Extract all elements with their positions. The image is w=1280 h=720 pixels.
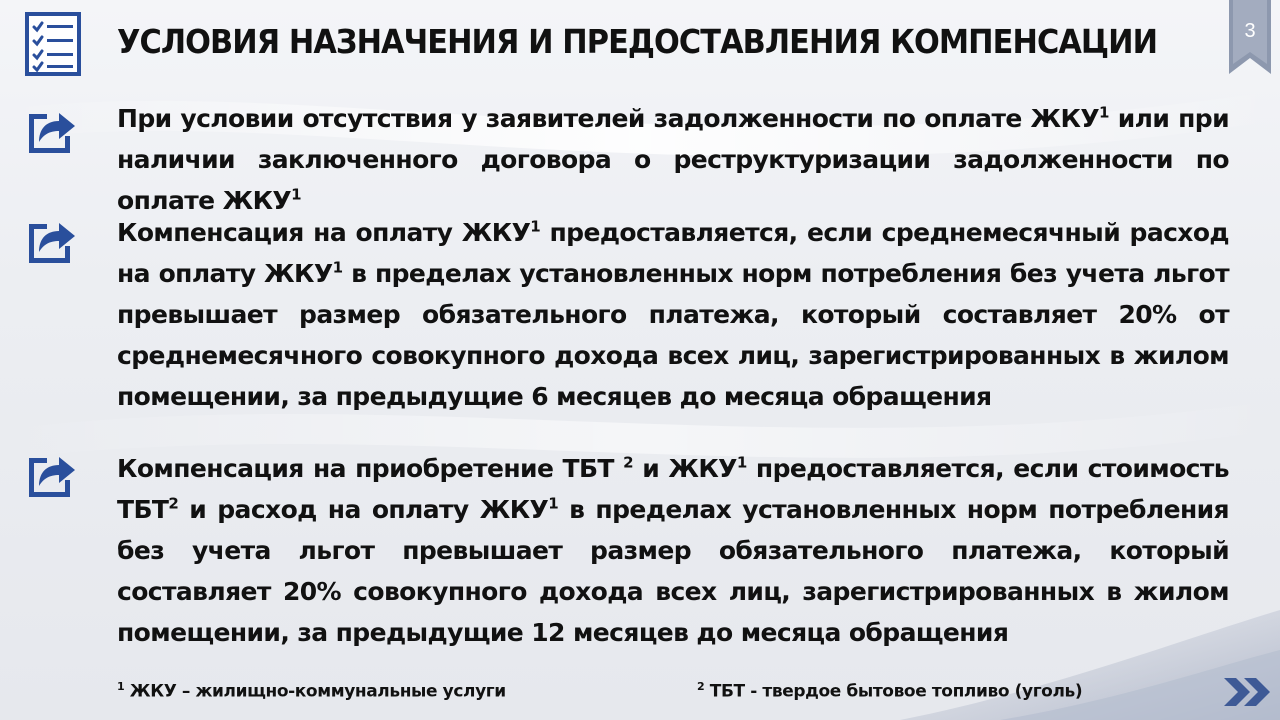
footnote-1: $^1$ ЖКУ – жилищно-коммунальные услуги	[117, 680, 506, 702]
share-arrow-icon	[25, 104, 77, 156]
double-chevron-right-icon[interactable]	[1222, 672, 1274, 712]
slide-title: УСЛОВИЯ НАЗНАЧЕНИЯ И ПРЕДОСТАВЛЕНИЯ КОМПЕНСАЦИИ	[117, 22, 1158, 61]
checklist-icon	[25, 12, 81, 76]
footnote-2: $^2$ ТБТ - твердое бытовое топливо (уголь)	[697, 680, 1083, 702]
bullet-text-2: Компенсация на оплату ЖКУ$^1$ предоставляется, если среднемесячный расход на оплату ЖКУ$^1$ в пределах установленных норм потребления без учета льгот превышает размер обязательного платежа, который составляет 20% от среднемесячного совокупного дохода всех лиц, зарегистрированных в жилом помещении, за предыдущие 6 месяцев до месяца обращения	[117, 217, 1229, 411]
page-number: 3	[1244, 20, 1256, 42]
share-arrow-icon	[25, 214, 77, 266]
bullet-text-1: При условии отсутствия у заявителей задолженности по оплате ЖКУ$^1$ или при наличии заключенного договора о реструктуризации задолженности по оплате ЖКУ$^1$	[117, 103, 1229, 215]
share-arrow-icon	[25, 448, 77, 500]
bullet-text-3: Компенсация на приобретение ТБТ $^2$ и ЖКУ$^1$ предоставляется, если стоимость ТБТ$^2$ и расход на оплату ЖКУ$^1$ в пределах установленных норм потребления без учета льгот превышает размер обязательного платежа, который составляет 20% совокупного дохода всех лиц, зарегистрированных в жилом помещении, за предыдущие 12 месяцев до месяца обращения	[117, 453, 1230, 647]
